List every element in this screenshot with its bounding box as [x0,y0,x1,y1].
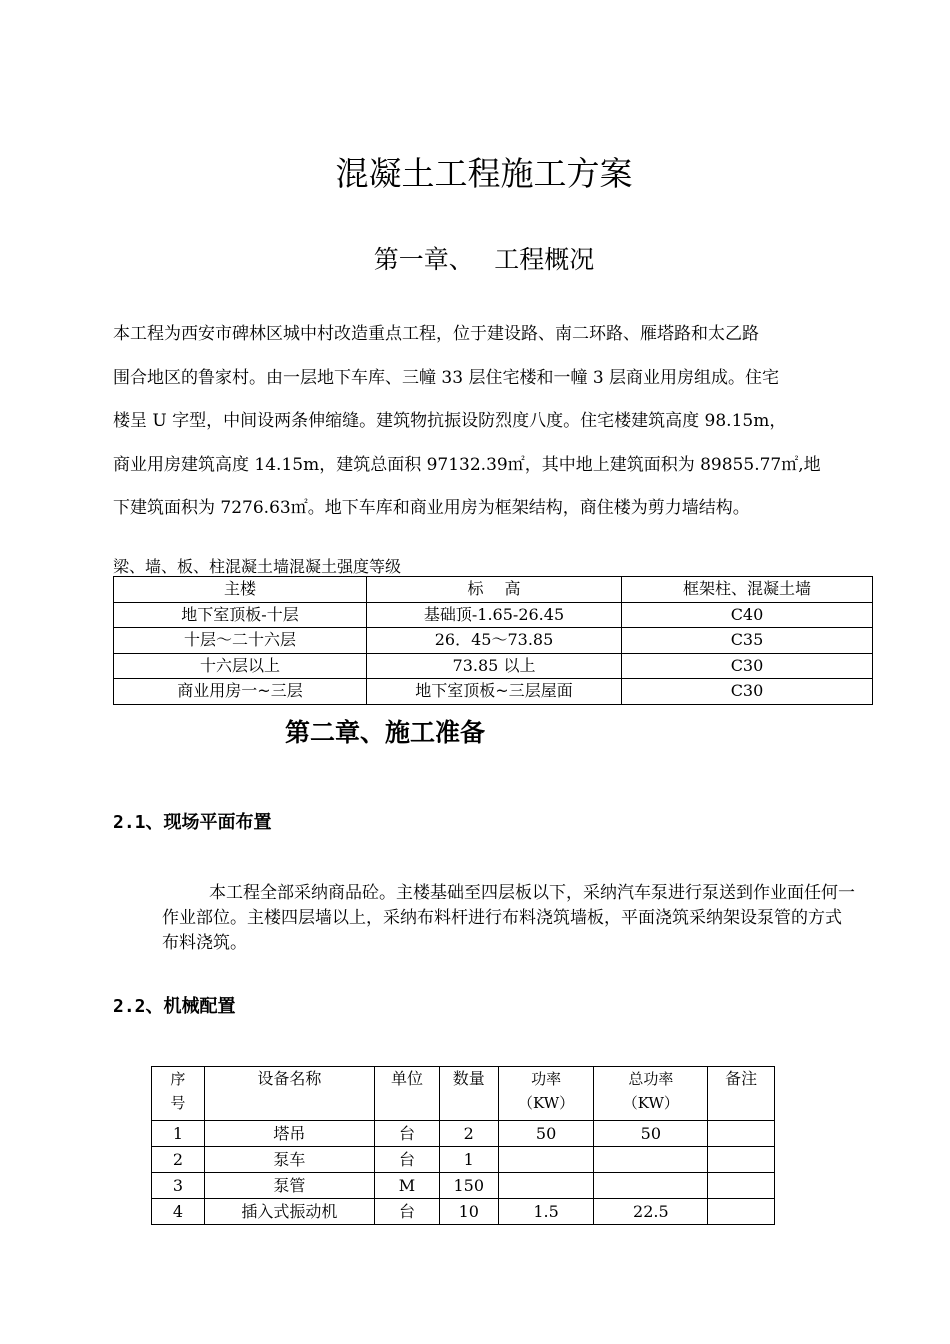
table-cell: 地下室顶板~三层屋面 [367,679,622,705]
table-cell: 2 [439,1121,498,1147]
table-cell: C35 [622,628,873,654]
table-cell: 50 [498,1121,594,1147]
table-header-row [114,577,873,603]
table-cell: 1 [152,1121,205,1147]
table-cell: C30 [622,679,873,705]
table-cell: 1.5 [498,1199,594,1225]
table-cell [708,1121,775,1147]
table-cell: 十六层以上 [114,653,367,679]
table-row [152,1121,775,1147]
table-cell: 台 [375,1147,440,1173]
section-2-2-heading: 2.2、机械配置 [113,996,236,1017]
overview-line: 本工程为西安市碑林区城中村改造重点工程，位于建设路、南二环路、雁塔路和太乙路 [113,324,759,344]
table-cell: 十层～二十六层 [114,628,367,654]
table-header-cell: 数量 [439,1067,498,1121]
chapter2-heading: 第二章、施工准备 [285,718,486,747]
document-title: 混凝土工程施工方案 [335,154,633,193]
table-cell: C40 [622,602,873,628]
overview-line: 下建筑面积为 7276.63㎡。地下车库和商业用房为框架结构，商住楼为剪力墙结构。 [113,498,750,518]
table-row [114,602,873,628]
table-row [114,628,873,654]
section-2-1-heading: 2.1、现场平面布置 [113,812,272,833]
grade-table-caption: 梁、墙、板、柱混凝土墙混凝土强度等级 [113,557,402,576]
table-cell [708,1147,775,1173]
table-header-cell: 框架柱、混凝土墙 [622,577,873,603]
table-cell: 50 [594,1121,708,1147]
table-cell: 地下室顶板-十层 [114,602,367,628]
equipment-table [151,1066,775,1225]
table-cell: 1 [439,1147,498,1173]
table-cell [594,1173,708,1199]
table-cell: 台 [375,1121,440,1147]
table-row [114,653,873,679]
table-cell: 10 [439,1199,498,1225]
overview-line: 商业用房建筑高度 14.15m，建筑总面积 97132.39㎡，其中地上建筑面积为 89855.77㎡,地 [113,454,821,475]
table-header-cell: 总功率 （KW） [594,1067,708,1121]
table-row [152,1199,775,1225]
table-row [114,679,873,705]
chapter1-heading: 第一章、 工程概况 [373,245,595,274]
table-header-cell: 单位 [375,1067,440,1121]
table-header-cell: 功率 （KW） [498,1067,594,1121]
table-cell [708,1173,775,1199]
table-cell [708,1199,775,1225]
site-layout-paragraph: 本工程全部采纳商品砼。主楼基础至四层板以下，采纳汽车泵进行泵送到作业面任何一作业部位。主楼四层墙以上，采纳布料杆进行布料浇筑墙板，平面浇筑采纳架设泵管的方式布料浇筑。 [162,883,855,953]
concrete-grade-table [113,576,873,705]
table-cell: 150 [439,1173,498,1199]
table-cell: 26．45～73.85 [367,628,622,654]
table-row [152,1147,775,1173]
table-cell [498,1173,594,1199]
table-cell: 4 [152,1199,205,1225]
table-cell: 台 [375,1199,440,1225]
table-cell: C30 [622,653,873,679]
overview-line: 楼呈 U 字型，中间设两条伸缩缝。建筑物抗振设防烈度八度。住宅楼建筑高度 98.15m， [113,411,787,431]
table-cell: M [375,1173,440,1199]
table-header-row [152,1067,775,1121]
table-cell: 22.5 [594,1199,708,1225]
table-row [152,1173,775,1199]
table-cell: 3 [152,1173,205,1199]
table-cell: 泵车 [204,1147,374,1173]
table-cell: 2 [152,1147,205,1173]
table-cell: 插入式振动机 [204,1199,374,1225]
table-cell: 商业用房一~三层 [114,679,367,705]
table-cell: 基础顶-1.65-26.45 [367,602,622,628]
table-cell: 73.85 以上 [367,653,622,679]
table-header-cell: 备注 [708,1067,775,1121]
table-header-cell: 标 高 [367,577,622,603]
table-cell [498,1147,594,1173]
table-header-cell: 设备名称 [204,1067,374,1121]
table-header-cell: 主楼 [114,577,367,603]
table-cell [594,1147,708,1173]
table-header-cell: 序 号 [152,1067,205,1121]
table-cell: 塔吊 [204,1121,374,1147]
table-cell: 泵管 [204,1173,374,1199]
overview-paragraph [113,313,857,531]
overview-line: 围合地区的鲁家村。由一层地下车库、三幢 33 层住宅楼和一幢 3 层商业用房组成。住宅 [113,367,780,388]
